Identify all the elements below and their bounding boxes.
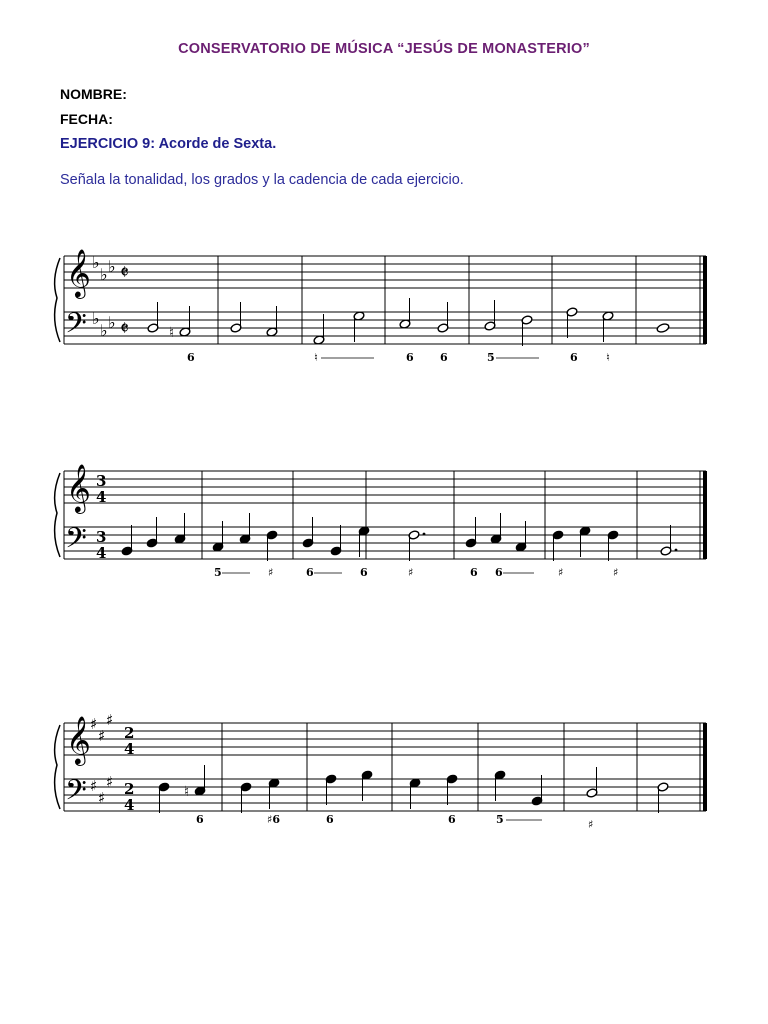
bass-note	[147, 302, 159, 333]
figure-label: 6	[440, 351, 448, 364]
bass-note	[465, 517, 477, 548]
bass-clef-icon: 𝄢	[65, 774, 87, 814]
figure-label: 6	[187, 351, 195, 364]
bass-note	[325, 774, 337, 805]
figure-label: ♯	[408, 566, 414, 579]
bass-note	[656, 323, 670, 334]
bass-note	[521, 315, 533, 346]
svg-text:♯: ♯	[90, 715, 98, 733]
score-system-1	[40, 240, 720, 380]
figure-label: 6	[360, 566, 368, 579]
time-bottom: 4	[96, 488, 107, 506]
figured-bass	[187, 351, 610, 364]
svg-text:♭: ♭	[100, 321, 108, 340]
system-brace	[55, 725, 60, 809]
date-label: FECHA:	[60, 111, 113, 127]
bass-note	[484, 300, 496, 331]
figure-label: 6	[306, 566, 314, 579]
figure-label: 5	[496, 813, 504, 826]
figure-label: 5	[214, 566, 222, 579]
bass-note	[358, 526, 370, 557]
bass-note	[266, 530, 278, 561]
bass-note	[212, 521, 224, 552]
instructions-text: Señala la tonalidad, los grados y la cadencia de cada ejercicio.	[60, 172, 464, 188]
bass-note	[361, 770, 373, 801]
key-signature-sharps	[90, 711, 113, 807]
bass-note	[268, 778, 280, 809]
svg-text:♯: ♯	[106, 711, 114, 729]
page-title: CONSERVATORIO DE MÚSICA “JESÚS DE MONASTERIO”	[178, 41, 590, 57]
svg-text:♭: ♭	[108, 257, 116, 276]
svg-text:♭: ♭	[100, 265, 108, 284]
treble-clef-icon: 𝄞	[66, 248, 91, 297]
time-signature	[96, 472, 106, 562]
svg-text:♭: ♭	[92, 253, 100, 272]
bass-note	[446, 774, 458, 805]
figure-label: ♮	[606, 351, 610, 364]
figure-label: 5	[487, 351, 495, 364]
treble-clef-icon: 𝄞	[66, 463, 91, 512]
bass-note	[409, 778, 421, 809]
bass-note	[437, 302, 449, 333]
svg-text:𝄵: 𝄵	[120, 316, 129, 340]
bass-note	[586, 767, 598, 798]
figure-label: ♯6	[267, 813, 280, 826]
name-label: NOMBRE:	[60, 86, 127, 102]
time-bottom: 4	[96, 544, 107, 562]
bass-clef-icon: 𝄢	[65, 307, 87, 347]
bass-note	[494, 770, 506, 801]
key-signature-flats	[92, 253, 116, 340]
time-bottom: 4	[124, 796, 135, 814]
system-brace	[55, 258, 60, 342]
svg-text:♭: ♭	[108, 313, 116, 332]
bass-notes	[121, 513, 677, 561]
figure-label: 6	[406, 351, 414, 364]
figure-label: ♯	[588, 818, 594, 831]
bass-note	[657, 782, 669, 813]
score-system-2	[40, 455, 720, 595]
bass-note	[330, 525, 342, 556]
figure-label: 6	[495, 566, 503, 579]
bass-note	[566, 307, 578, 338]
bass-note	[515, 521, 527, 552]
figure-label: ♮	[314, 351, 318, 364]
bass-note	[602, 311, 614, 342]
bass-clef-icon: 𝄢	[65, 522, 87, 562]
exercise-title: EJERCICIO 9: Acorde de Sexta.	[60, 136, 277, 152]
bass-note	[353, 311, 365, 342]
bass-note	[146, 517, 158, 548]
svg-text:♮: ♮	[184, 784, 190, 800]
bass-note	[490, 513, 502, 544]
bass-note	[408, 530, 425, 561]
figured-bass	[196, 813, 593, 831]
bass-note	[399, 298, 411, 329]
figure-label: ♯	[558, 566, 564, 579]
score-system-3	[40, 707, 720, 847]
bass-note	[313, 314, 325, 345]
bass-notes	[158, 765, 669, 813]
bass-note	[240, 782, 252, 813]
figure-label: 6	[326, 813, 334, 826]
figure-label: 6	[448, 813, 456, 826]
time-bottom: 4	[124, 740, 135, 758]
bass-note	[302, 517, 314, 548]
bass-note	[121, 525, 133, 556]
bass-note	[552, 530, 564, 561]
svg-text:♯: ♯	[98, 789, 106, 807]
svg-text:♮: ♮	[169, 325, 175, 341]
figure-label: 6	[196, 813, 204, 826]
figured-bass	[214, 566, 618, 579]
svg-text:♯: ♯	[90, 777, 98, 795]
svg-text:♯: ♯	[98, 727, 106, 745]
time-top: 2	[124, 780, 135, 798]
treble-clef-icon: 𝄞	[66, 715, 91, 764]
bass-note	[607, 530, 619, 561]
bass-note	[239, 513, 251, 544]
bass-note	[266, 306, 278, 337]
bass-note	[158, 782, 170, 813]
bass-note	[174, 513, 186, 544]
bass-notes	[147, 298, 670, 346]
time-top: 3	[96, 472, 107, 490]
svg-text:𝄵: 𝄵	[120, 260, 129, 284]
svg-text:♭: ♭	[92, 309, 100, 328]
time-top: 2	[124, 724, 135, 742]
bass-note	[230, 302, 242, 333]
figure-label: 6	[470, 566, 478, 579]
time-signature	[124, 724, 134, 814]
bass-note	[531, 775, 543, 806]
figure-label: ♯	[613, 566, 619, 579]
figure-label: 6	[570, 351, 578, 364]
system-brace	[55, 473, 60, 557]
figure-label: ♯	[268, 566, 274, 579]
bass-note	[579, 526, 591, 557]
time-top: 3	[96, 528, 107, 546]
time-signature-cut	[120, 260, 129, 340]
svg-text:♯: ♯	[106, 773, 114, 791]
